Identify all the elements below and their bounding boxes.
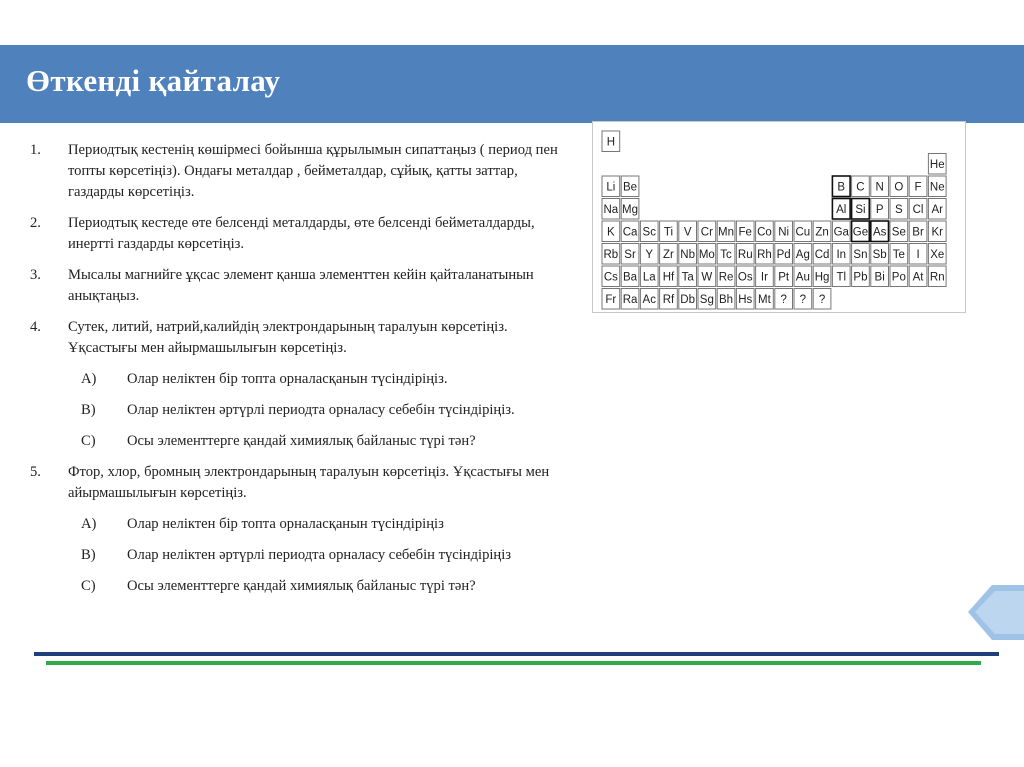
sub-question-letter: A) xyxy=(81,371,97,387)
element-symbol: Br xyxy=(912,226,924,239)
element-symbol: As xyxy=(872,226,887,239)
sub-question-letter: C) xyxy=(81,433,96,449)
element-symbol: Ga xyxy=(833,226,849,239)
element-symbol: Ar xyxy=(931,203,943,216)
sub-question-item xyxy=(81,431,570,452)
element-symbol: Zn xyxy=(815,226,829,239)
element-symbol: Tc xyxy=(720,248,732,261)
element-symbol: Se xyxy=(891,226,906,239)
question-number: 3. xyxy=(30,267,41,283)
question-text: Фтор, хлор, бромның электрондарының таралуын көрсетіңіз. Ұқсастығы мен айырмашылығын көрсетіңіз. xyxy=(68,464,550,501)
question-text: Мысалы магнийге ұқсас элемент қанша элементтен кейін қайталанатынын анықтаңыз. xyxy=(68,267,534,304)
element-symbol: Hg xyxy=(814,271,830,284)
question-item xyxy=(30,213,570,255)
element-symbol: Hs xyxy=(738,293,753,306)
sub-question-letter: C) xyxy=(81,578,96,594)
element-symbol: Co xyxy=(757,226,772,239)
element-symbol: ? xyxy=(799,293,807,306)
element-symbol: ? xyxy=(818,293,826,306)
element-symbol: Rn xyxy=(929,271,945,284)
element-symbol: Cr xyxy=(700,226,713,239)
element-symbol: Ne xyxy=(929,181,945,194)
sub-question-text: Осы элементтерге қандай химиялық байланыс түрі тән? xyxy=(127,578,476,594)
element-symbol: Re xyxy=(718,271,734,284)
element-symbol: Rb xyxy=(603,248,619,261)
element-symbol: W xyxy=(701,271,713,284)
element-symbol: Ba xyxy=(623,271,638,284)
element-symbol: Ag xyxy=(795,248,810,261)
element-symbol: Sn xyxy=(853,248,868,261)
element-symbol: Zr xyxy=(663,248,674,261)
question-item xyxy=(30,140,570,203)
element-symbol: Au xyxy=(795,271,810,284)
element-symbol: Sc xyxy=(642,226,656,239)
sub-question-item xyxy=(81,369,570,390)
element-symbol: S xyxy=(895,203,903,216)
element-symbol: Y xyxy=(645,248,654,261)
element-symbol: P xyxy=(875,203,884,216)
divider-blue xyxy=(34,652,999,656)
element-symbol: Li xyxy=(606,181,616,194)
element-symbol: Mg xyxy=(622,203,639,216)
element-symbol: Tl xyxy=(836,271,847,284)
element-symbol: Te xyxy=(892,248,905,261)
element-symbol: Os xyxy=(737,271,753,284)
periodic-table-svg xyxy=(593,122,965,312)
sub-question-text: Осы элементтерге қандай химиялық байланыс түрі тән? xyxy=(127,433,476,449)
element-symbol: O xyxy=(894,181,904,194)
element-symbol: F xyxy=(914,181,922,194)
element-symbol: Sg xyxy=(699,293,714,306)
sub-question-item xyxy=(81,545,570,566)
element-symbol: Na xyxy=(603,203,619,216)
sub-question-list xyxy=(68,514,570,597)
element-symbol: V xyxy=(683,226,692,239)
element-symbol: K xyxy=(607,226,615,239)
element-symbol: Bh xyxy=(719,293,734,306)
element-symbol: Ge xyxy=(852,226,869,239)
element-symbol: Ti xyxy=(663,226,674,239)
element-symbol: Sb xyxy=(872,248,887,261)
question-number: 4. xyxy=(30,319,41,335)
element-symbol: Al xyxy=(836,203,847,216)
slide-title: Өткенді қайталау xyxy=(26,63,281,98)
element-symbol: Cs xyxy=(603,271,618,284)
element-symbol: Hf xyxy=(662,271,675,284)
element-symbol: Ni xyxy=(778,226,790,239)
element-symbol: ? xyxy=(780,293,787,306)
element-symbol: C xyxy=(856,181,865,194)
element-symbol: Xe xyxy=(930,248,945,261)
element-symbol: Bi xyxy=(874,271,885,284)
element-symbol: Si xyxy=(855,203,866,216)
question-item xyxy=(30,317,570,452)
element-symbol: Ca xyxy=(622,226,638,239)
element-symbol: Pt xyxy=(778,271,790,284)
sub-question-text: Олар неліктен бір топта орналасқанын түсіндіріңіз. xyxy=(127,371,448,387)
sub-question-letter: B) xyxy=(81,402,96,418)
element-symbol: Po xyxy=(891,271,906,284)
sub-question-text: Олар неліктен әртүрлі периодта орналасу себебін түсіндіріңіз xyxy=(127,547,512,563)
element-symbol: Db xyxy=(680,293,696,306)
element-symbol: Ra xyxy=(622,293,638,306)
question-list xyxy=(30,140,570,607)
sub-question-item xyxy=(81,514,570,535)
element-symbol: La xyxy=(642,271,656,284)
element-symbol: N xyxy=(875,181,884,194)
element-symbol: At xyxy=(912,271,924,284)
element-symbol: Ru xyxy=(737,248,753,261)
element-symbol: Cl xyxy=(912,203,924,216)
sub-question-item xyxy=(81,576,570,597)
question-number: 5. xyxy=(30,464,41,480)
question-item xyxy=(30,265,570,307)
question-item xyxy=(30,462,570,597)
element-symbol: Fr xyxy=(605,293,617,306)
question-number: 2. xyxy=(30,215,41,231)
question-text: Периодтық кестенің көшірмесі бойынша құрылымын сипаттаңыз ( период пен топты көрсетіңіз). Ондағы металдар , бейметалдар, сұйық, қатты заттар, газдарды көрсетіңіз. xyxy=(68,142,558,200)
element-symbol: I xyxy=(916,248,920,261)
periodic-table xyxy=(592,121,966,313)
question-number: 1. xyxy=(30,142,41,158)
element-symbol: He xyxy=(929,158,945,171)
element-symbol: Kr xyxy=(931,226,943,239)
chevron-left-icon[interactable] xyxy=(968,585,1024,640)
question-text: Сутек, литий, натрий,калийдің электрондарының таралуын көрсетіңіз. Ұқсастығы мен айырмашылығын көрсетіңіз. xyxy=(68,319,508,356)
element-symbol: Fe xyxy=(738,226,752,239)
element-symbol: H xyxy=(606,136,616,149)
element-symbol: Ir xyxy=(760,271,768,284)
sub-question-text: Олар неліктен бір топта орналасқанын түсіндіріңіз xyxy=(127,516,444,532)
element-symbol: Pd xyxy=(776,248,791,261)
sub-question-letter: B) xyxy=(81,547,96,563)
element-symbol: Cu xyxy=(795,226,811,239)
element-symbol: In xyxy=(836,248,847,261)
element-symbol: Pb xyxy=(853,271,868,284)
element-symbol: Mn xyxy=(718,226,735,239)
element-symbol: Rh xyxy=(757,248,772,261)
sub-question-item xyxy=(81,400,570,421)
element-symbol: Cd xyxy=(814,248,830,261)
element-symbol: Mt xyxy=(758,293,771,306)
element-symbol: Nb xyxy=(680,248,696,261)
element-symbol: Ta xyxy=(681,271,694,284)
element-symbol: Sr xyxy=(624,248,636,261)
sub-question-letter: A) xyxy=(81,516,97,532)
element-symbol: Rf xyxy=(662,293,675,306)
element-symbol: B xyxy=(837,181,846,194)
sub-question-list xyxy=(68,369,570,452)
question-text: Периодтық кестеде өте белсенді металдарды, өте белсенді бейметалдарды, инертті газдарды көрсетіңіз. xyxy=(68,215,535,252)
element-symbol: Ac xyxy=(642,293,656,306)
divider-green xyxy=(46,661,981,665)
element-symbol: Mo xyxy=(698,248,715,261)
sub-question-text: Олар неліктен әртүрлі периодта орналасу себебін түсіндіріңіз. xyxy=(127,402,515,418)
element-symbol: Be xyxy=(623,181,638,194)
title-bar xyxy=(0,45,1024,123)
